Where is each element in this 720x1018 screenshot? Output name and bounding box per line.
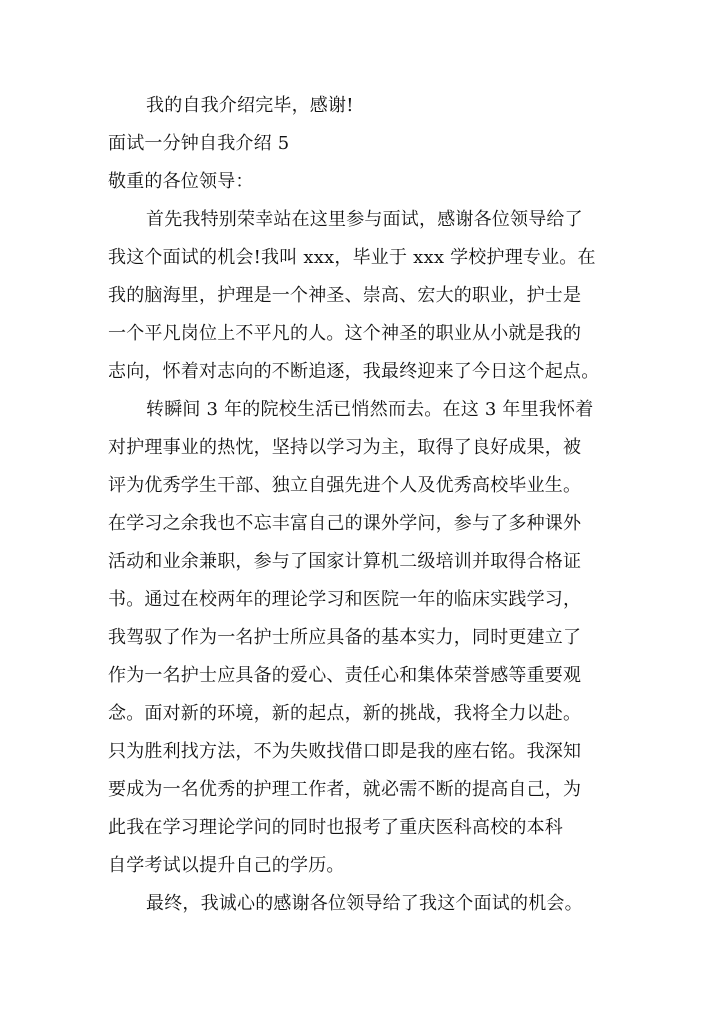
text-line: 志向，怀着对志向的不断追逐，我最终迎来了今日这个起点。 (108, 361, 600, 382)
text-line: 只为胜利找方法，不为失败找借口即是我的座右铭。我深知 (108, 741, 582, 762)
text-line: 书。通过在校两年的理论学习和医院一年的临床实践学习， (108, 589, 582, 610)
text-line: 活动和业余兼职，参与了国家计算机二级培训并取得合格证 (108, 551, 582, 572)
text-line: 对护理事业的热忱，坚持以学习为主，取得了良好成果，被 (108, 437, 582, 458)
text-line: 转瞬间 3 年的院校生活已悄然而去。在这 3 年里我怀着 (146, 399, 594, 420)
closing-line: 我的自我介绍完毕，感谢! (146, 95, 354, 116)
section-title: 面试一分钟自我介绍 5 (108, 133, 290, 154)
text-line: 念。面对新的环境，新的起点，新的挑战，我将全力以赴。 (108, 703, 582, 724)
text-line: 最终，我诚心的感谢各位领导给了我这个面试的机会。 (146, 893, 583, 914)
text-line: 要成为一名优秀的护理工作者，就必需不断的提高自己，为 (108, 779, 582, 800)
text-line: 我的脑海里，护理是一个神圣、崇高、宏大的职业，护士是 (108, 285, 582, 306)
text-line: 首先我特别荣幸站在这里参与面试，感谢各位领导给了 (146, 209, 583, 230)
text-line: 在学习之余我也不忘丰富自己的课外学问，参与了多种课外 (108, 513, 582, 534)
text-line: 我驾驭了作为一名护士所应具备的基本实力，同时更建立了 (108, 627, 582, 648)
text-line: 作为一名护士应具备的爱心、责任心和集体荣誉感等重要观 (108, 665, 582, 686)
text-line: 此我在学习理论学问的同时也报考了重庆医科高校的本科 (108, 817, 563, 838)
text-line: 一个平凡岗位上不平凡的人。这个神圣的职业从小就是我的 (108, 323, 582, 344)
text-line: 我这个面试的机会!我叫 xxx，毕业于 xxx 学校护理专业。在 (108, 247, 596, 268)
text-line: 自学考试以提升自己的学历。 (108, 855, 345, 876)
text-line: 评为优秀学生干部、独立自强先进个人及优秀高校毕业生。 (108, 475, 582, 496)
salutation: 敬重的各位领导： (108, 171, 254, 192)
